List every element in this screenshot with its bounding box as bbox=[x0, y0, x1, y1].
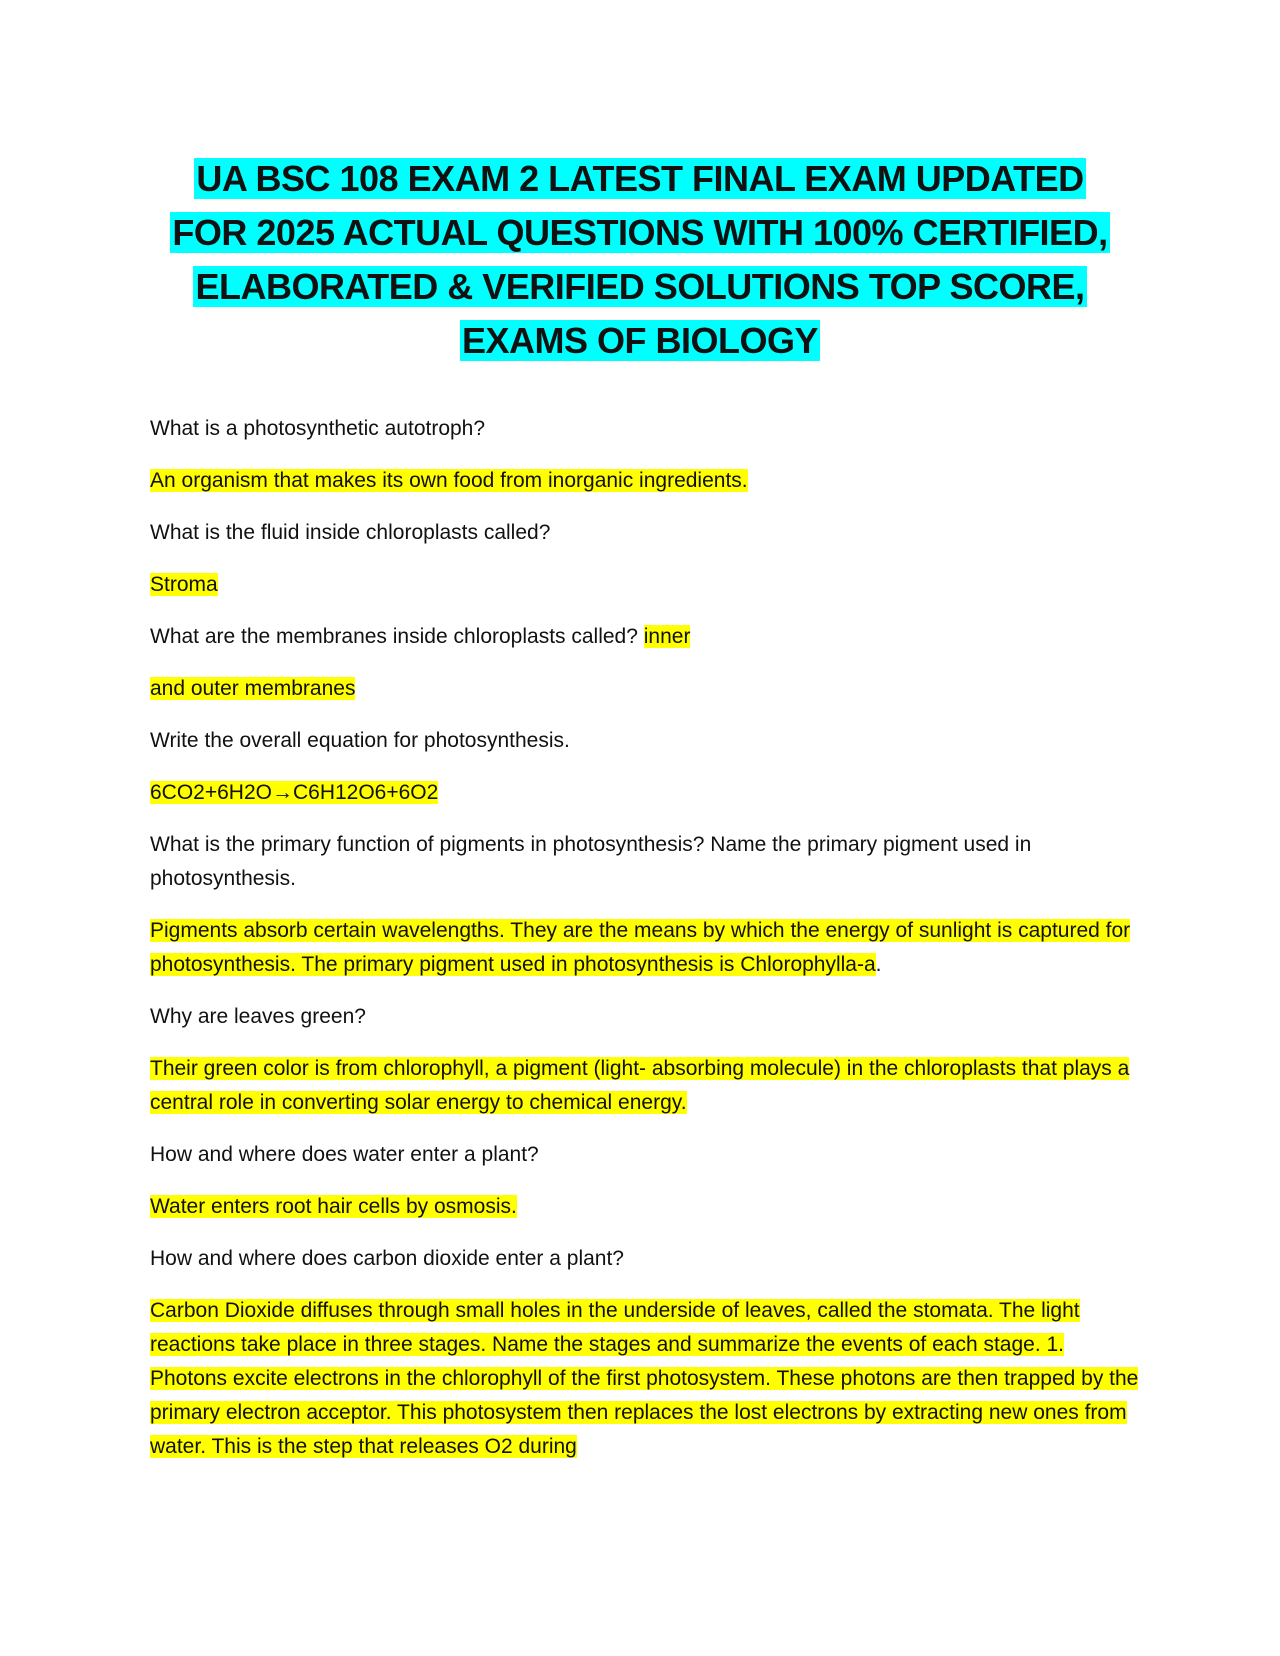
question-text: Write the overall equation for photosynthesis. bbox=[150, 729, 570, 752]
answer-text: An organism that makes its own food from inorganic ingredients. bbox=[150, 469, 748, 492]
answer bbox=[150, 568, 1140, 602]
title-line bbox=[130, 260, 1150, 314]
answer-text: Water enters root hair cells by osmosis. bbox=[150, 1195, 517, 1218]
document-title bbox=[130, 152, 1150, 368]
answer-text: Their green color is from chlorophyll, a pigment (light- absorbing molecule) in the chloroplasts that plays a central role in converting solar energy to chemical energy. bbox=[150, 1057, 1130, 1114]
question-text: What is the fluid inside chloroplasts called? bbox=[150, 521, 551, 544]
answer-text: inner bbox=[643, 625, 691, 648]
answer-text: Pigments absorb certain wavelengths. They are the means by which the energy of sunlight is captured for photosynthesis. The primary pigment used in photosynthesis is Chlorophylla-a bbox=[150, 919, 1131, 976]
equation-text: 6CO2+6H2O→C6H12O6+6O2 bbox=[150, 781, 439, 804]
question bbox=[150, 724, 1140, 758]
question bbox=[150, 516, 1140, 550]
question-text: What is the primary function of pigments in photosynthesis? Name the primary pigment used in photosynthesis. bbox=[150, 833, 1032, 890]
question-text: What is a photosynthetic autotroph? bbox=[150, 417, 486, 440]
answer-text: Stroma bbox=[150, 573, 218, 596]
answer bbox=[150, 914, 1140, 982]
title-line-text: UA BSC 108 EXAM 2 LATEST FINAL EXAM UPDATED bbox=[196, 158, 1084, 199]
question bbox=[150, 828, 1140, 896]
question-text: How and where does water enter a plant? bbox=[150, 1143, 539, 1166]
title-line-text: EXAMS OF BIOLOGY bbox=[461, 320, 819, 361]
question-text: How and where does carbon dioxide enter a plant? bbox=[150, 1247, 624, 1270]
question bbox=[150, 1242, 1140, 1276]
question bbox=[150, 1138, 1140, 1172]
answer-end-punctuation: . bbox=[875, 953, 882, 976]
answer bbox=[150, 1052, 1140, 1120]
title-line bbox=[130, 206, 1150, 260]
answer bbox=[150, 776, 1140, 810]
answer-text: and outer membranes bbox=[150, 677, 356, 700]
answer bbox=[150, 1190, 1140, 1224]
title-line bbox=[130, 314, 1150, 368]
question bbox=[150, 1000, 1140, 1034]
question bbox=[150, 412, 1140, 446]
title-line-text: FOR 2025 ACTUAL QUESTIONS WITH 100% CERTIFIED, bbox=[172, 212, 1108, 253]
answer bbox=[150, 672, 1140, 706]
title-line bbox=[130, 152, 1150, 206]
question-text: Why are leaves green? bbox=[150, 1005, 366, 1028]
document-body bbox=[150, 412, 1140, 1482]
answer-text: Carbon Dioxide diffuses through small holes in the underside of leaves, called the stomata. The light reactions take place in three stages. Name the stages and summarize the events of each stage. 1. Photons excite electrons in the chlorophyll of the first photosystem. These photons are then trapped by the primary electron acceptor. This photosystem then replaces the lost electrons by extracting new ones from water. This is the step that releases O2 during bbox=[150, 1299, 1139, 1458]
question-text: What are the membranes inside chloroplasts called? bbox=[150, 625, 638, 648]
question bbox=[150, 620, 1140, 654]
title-line-text: ELABORATED & VERIFIED SOLUTIONS TOP SCORE, bbox=[195, 266, 1085, 307]
answer bbox=[150, 1294, 1140, 1464]
answer bbox=[150, 464, 1140, 498]
